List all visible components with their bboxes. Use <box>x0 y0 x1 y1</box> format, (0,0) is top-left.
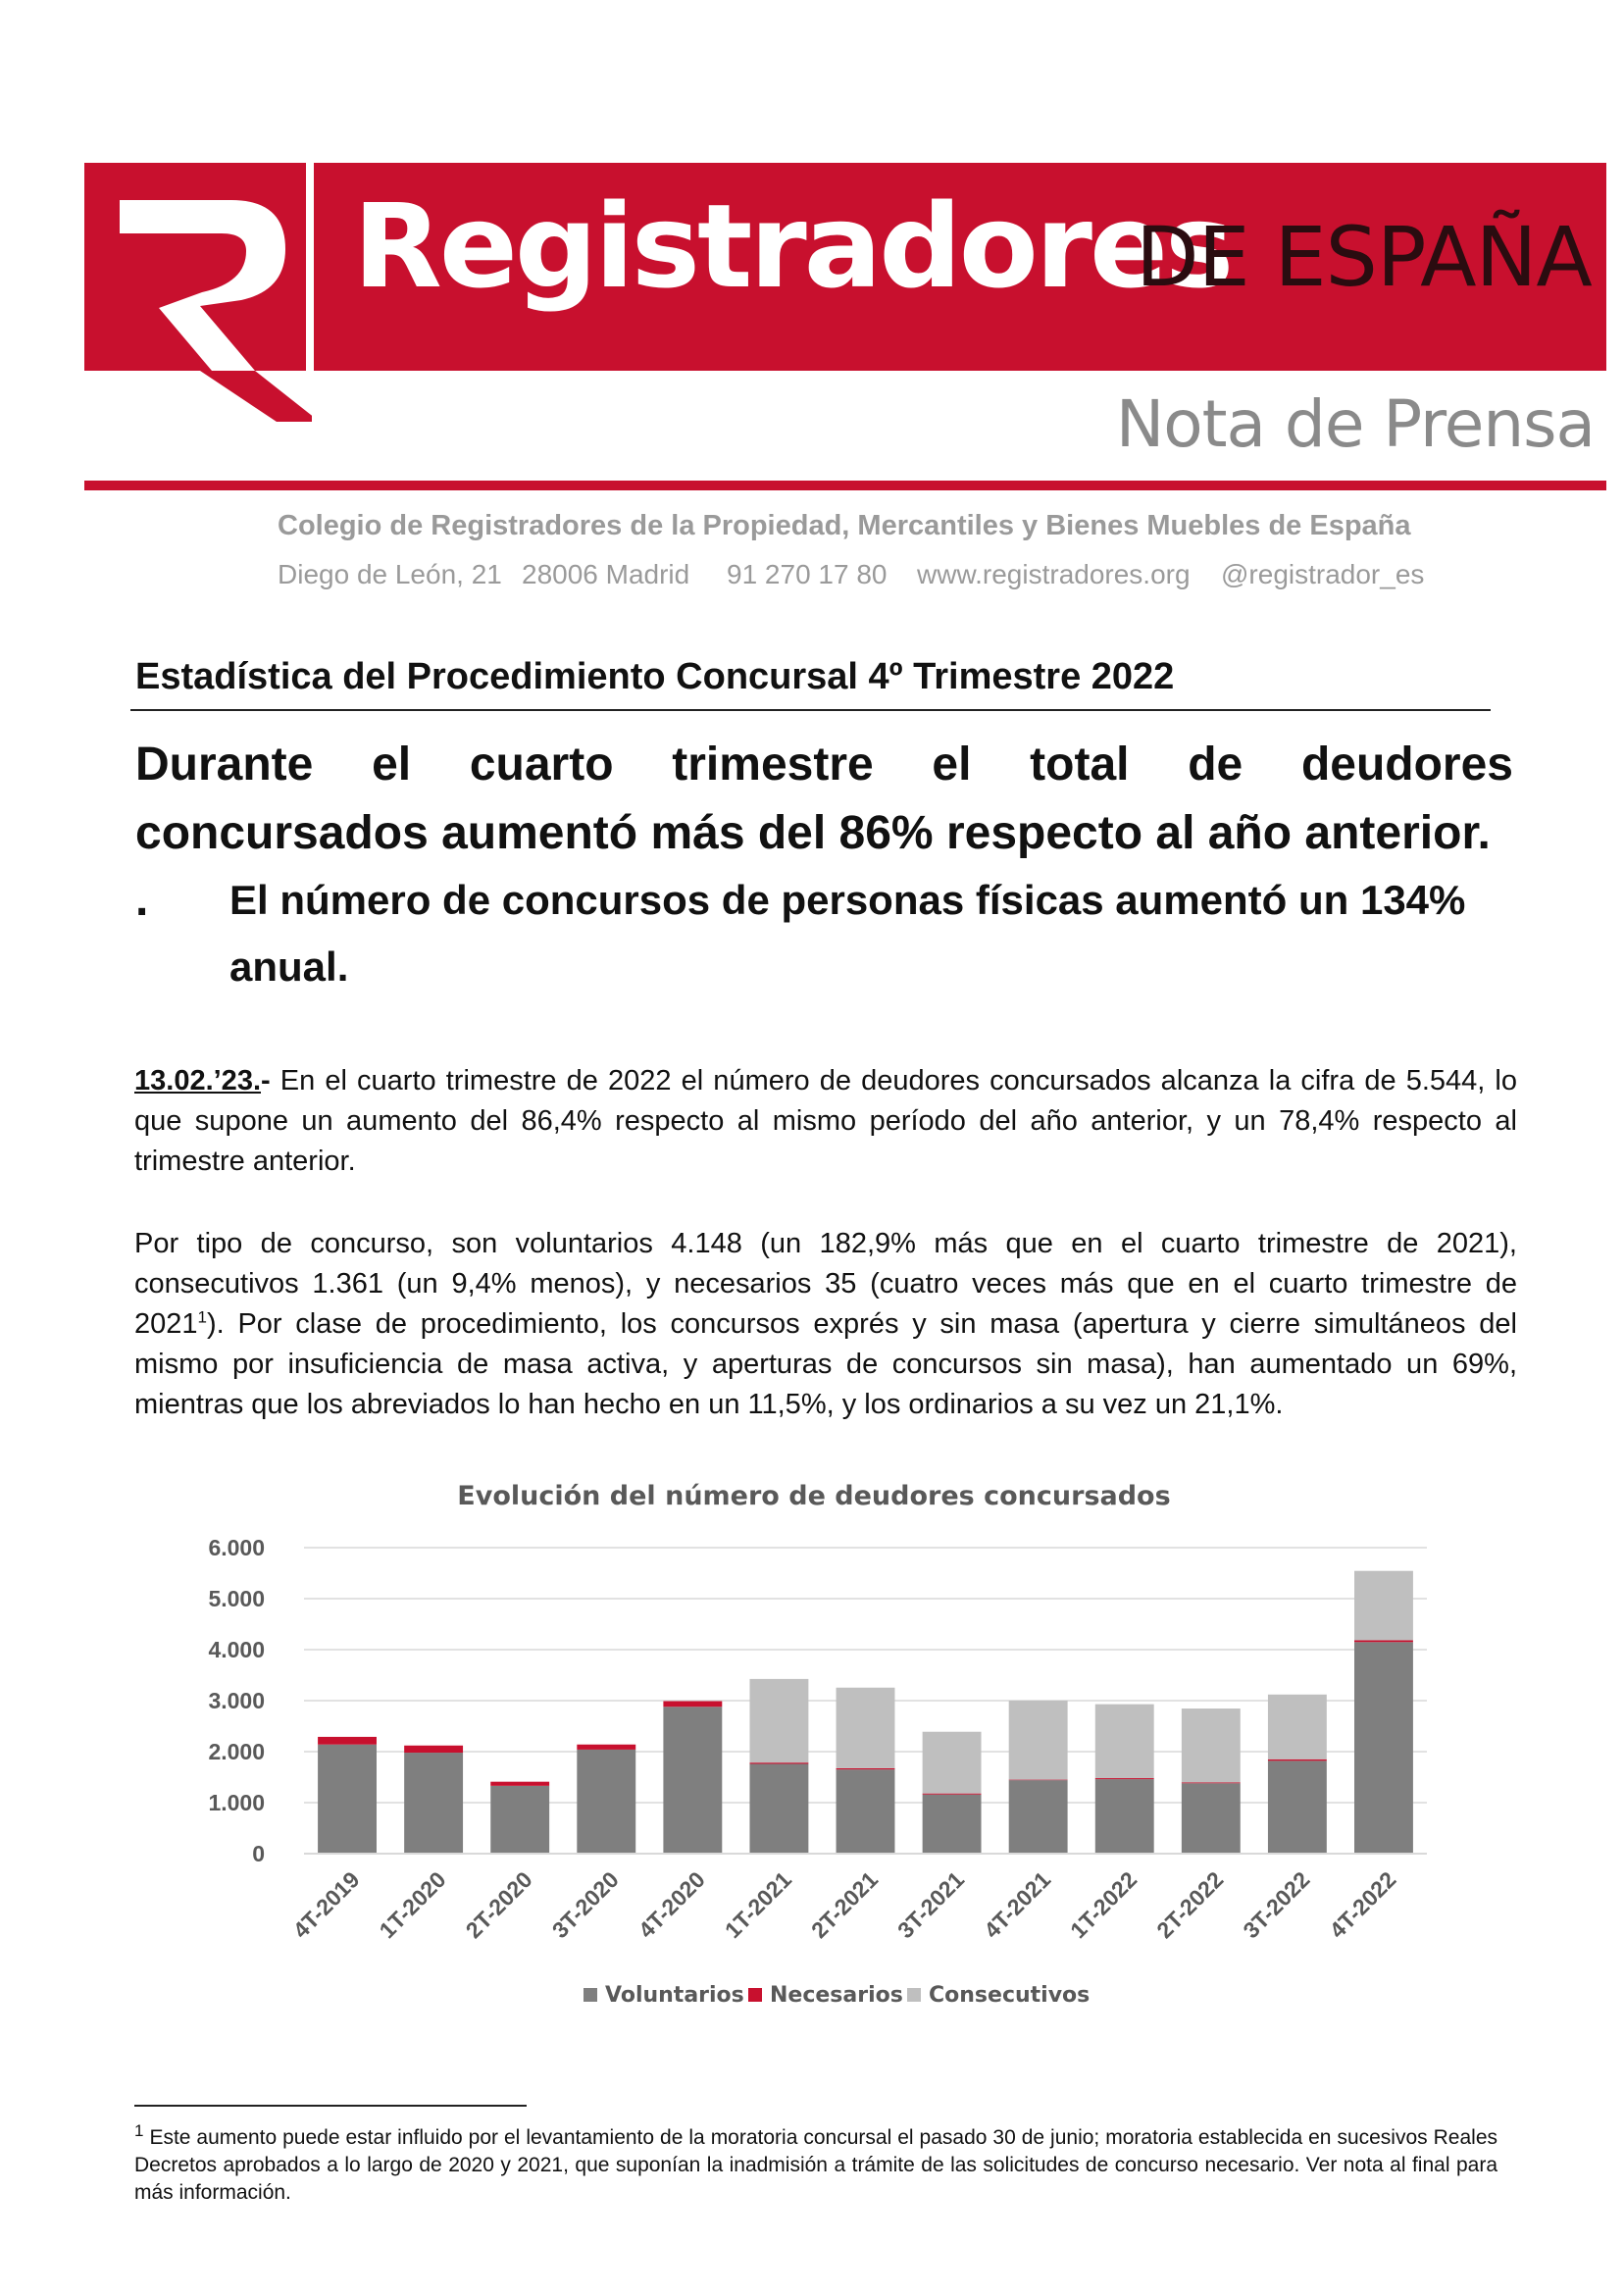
legend-swatch-consecutivos <box>907 1988 921 2002</box>
bar-voluntarios-1T-2022 <box>1095 1779 1154 1854</box>
footnote-rule <box>134 2105 527 2107</box>
brand-name: Registradores <box>353 178 1232 314</box>
bar-consecutivos-1T-2022 <box>1095 1705 1154 1778</box>
bar-necesarios-3T-2021 <box>923 1794 982 1795</box>
bar-voluntarios-1T-2021 <box>749 1763 808 1854</box>
x-tick-label: 1T-2022 <box>1065 1866 1142 1944</box>
paragraph-1-text: En el cuarto trimestre de 2022 el número de deudores concursados alcanza la cifra de 5.544, lo que supone un aumento del 86,4% respecto al mismo período del año anterior, y un 78,4% respecto al trimestre anterior. <box>134 1065 1517 1177</box>
headline-bullet: El número de concursos de personas físicas aumentó un 134% anual. <box>229 877 1466 990</box>
x-tick-label: 2T-2020 <box>460 1866 537 1944</box>
y-tick-label: 0 <box>252 1841 265 1866</box>
bar-consecutivos-3T-2022 <box>1268 1695 1327 1759</box>
college-name: Colegio de Registradores de la Propiedad, Mercantiles y Bienes Muebles de España <box>278 510 1411 541</box>
bar-voluntarios-3T-2021 <box>923 1795 982 1854</box>
chart-svg <box>147 1466 1461 2035</box>
paragraph-2-text-a: Por tipo de concurso, son voluntarios 4.148 (un 182,9% más que en el cuarto trimestre de 2021), consecutivos 1.361 (un 9,4% menos), y necesarios 35 (cuatro veces más que en el cuarto trimestre de 2021 <box>134 1228 1517 1340</box>
header-rule <box>84 481 1606 490</box>
x-tick-label: 1T-2020 <box>374 1866 451 1944</box>
y-tick-label: 4.000 <box>208 1637 265 1662</box>
bar-voluntarios-1T-2020 <box>404 1753 463 1854</box>
bar-necesarios-1T-2022 <box>1095 1778 1154 1779</box>
website-link[interactable]: www.registradores.org <box>917 559 1191 589</box>
bar-consecutivos-4T-2021 <box>1009 1701 1068 1780</box>
registradores-logo-icon <box>84 163 312 422</box>
paragraph-1 <box>134 1061 1517 1182</box>
press-note-label: Nota de Prensa <box>1115 386 1595 462</box>
address: Diego de León, 21 <box>278 559 502 589</box>
chart-y-axis <box>208 1535 265 1866</box>
brand-country: DE ESPAÑA <box>1136 209 1592 305</box>
headline-line-2: concursados aumentó más del 86% respecto al año anterior. <box>135 807 1491 859</box>
y-tick-label: 1.000 <box>208 1790 265 1815</box>
twitter-handle[interactable]: @registrador_es <box>1221 559 1425 589</box>
bar-consecutivos-1T-2021 <box>749 1679 808 1762</box>
bar-voluntarios-3T-2022 <box>1268 1760 1327 1854</box>
footnote-text: Este aumento puede estar influido por el levantamiento de la moratoria concursal el pasado 30 de junio; moratoria establecida en sucesivos Reales Decretos aprobados a lo largo de 2020 y 2021, que suponían la inadmisión a trámite de las solicitudes de concurso necesario. Ver nota al final para más información. <box>134 2126 1497 2204</box>
legend-swatch-voluntarios <box>584 1988 597 2002</box>
chart-bars <box>318 1571 1413 1854</box>
bar-necesarios-4T-2022 <box>1354 1640 1413 1642</box>
bar-necesarios-4T-2020 <box>663 1702 722 1708</box>
bar-voluntarios-3T-2020 <box>577 1750 635 1854</box>
x-tick-label: 4T-2019 <box>287 1866 365 1944</box>
bar-necesarios-2T-2021 <box>837 1768 895 1769</box>
paragraph-2-text-b: ). Por clase de procedimiento, los concursos exprés y sin masa (apertura y cierre simultáneos del mismo por insuficiencia de masa activa, y aperturas de concursos sin masa), han aumentado un 69%, mientras que los abreviados lo han hecho en un 11,5%, y los ordinarios a su vez un 21,1%. <box>134 1308 1517 1420</box>
legend-label-consecutivos: Consecutivos <box>929 1983 1091 2008</box>
x-tick-label: 3T-2020 <box>546 1866 624 1944</box>
legend-swatch-necesarios <box>748 1988 762 2002</box>
x-tick-label: 3T-2021 <box>892 1866 970 1944</box>
chart-legend <box>584 1983 1090 2008</box>
paragraph-2 <box>134 1224 1517 1425</box>
chart-x-axis <box>288 1854 1427 1943</box>
x-tick-label: 2T-2022 <box>1151 1866 1229 1944</box>
bar-necesarios-1T-2020 <box>404 1746 463 1753</box>
bar-voluntarios-4T-2022 <box>1354 1642 1413 1854</box>
y-tick-label: 6.000 <box>208 1535 265 1560</box>
x-tick-label: 3T-2022 <box>1238 1866 1315 1944</box>
footnote-ref[interactable]: 1 <box>197 1307 207 1327</box>
x-tick-label: 2T-2021 <box>805 1866 884 1944</box>
bar-necesarios-1T-2021 <box>749 1762 808 1763</box>
bar-voluntarios-4T-2020 <box>663 1707 722 1854</box>
bar-necesarios-3T-2020 <box>577 1745 635 1750</box>
footnote <box>134 2121 1497 2207</box>
bar-consecutivos-3T-2021 <box>923 1732 982 1794</box>
headline-line-1: Durante el cuarto trimestre el total de deudores <box>135 739 1513 790</box>
bar-consecutivos-2T-2022 <box>1182 1708 1241 1782</box>
x-tick-label: 1T-2021 <box>719 1866 796 1944</box>
bar-necesarios-2T-2020 <box>490 1782 549 1786</box>
y-tick-label: 3.000 <box>208 1688 265 1713</box>
x-tick-label: 4T-2020 <box>633 1866 710 1944</box>
deudores-chart <box>147 1466 1461 2035</box>
chart-title: Evolución del número de deudores concursados <box>457 1481 1171 1511</box>
release-date: 13.02.’23. <box>134 1065 261 1096</box>
x-tick-label: 4T-2021 <box>979 1866 1056 1944</box>
bar-necesarios-4T-2019 <box>318 1737 377 1745</box>
bullet-marker: . <box>135 874 149 926</box>
footnote-marker: 1 <box>134 2121 144 2140</box>
bar-voluntarios-4T-2019 <box>318 1745 377 1854</box>
bar-necesarios-4T-2021 <box>1009 1780 1068 1781</box>
postal-code: 28006 Madrid <box>522 559 690 589</box>
bar-voluntarios-4T-2021 <box>1009 1780 1068 1854</box>
bar-voluntarios-2T-2022 <box>1182 1783 1241 1854</box>
y-tick-label: 2.000 <box>208 1739 265 1764</box>
y-tick-label: 5.000 <box>208 1586 265 1611</box>
legend-label-voluntarios: Voluntarios <box>605 1983 744 2008</box>
title-rule <box>130 709 1491 711</box>
x-tick-label: 4T-2022 <box>1324 1866 1401 1944</box>
date-dash: - <box>261 1065 271 1096</box>
bar-voluntarios-2T-2021 <box>837 1769 895 1854</box>
legend-label-necesarios: Necesarios <box>770 1983 903 2008</box>
bar-necesarios-3T-2022 <box>1268 1759 1327 1761</box>
document-title: Estadística del Procedimiento Concursal 4º Trimestre 2022 <box>135 656 1175 697</box>
phone: 91 270 17 80 <box>727 559 888 589</box>
bar-consecutivos-2T-2021 <box>837 1688 895 1768</box>
bar-voluntarios-2T-2020 <box>490 1786 549 1854</box>
bar-consecutivos-4T-2022 <box>1354 1571 1413 1641</box>
bar-necesarios-2T-2022 <box>1182 1782 1241 1783</box>
